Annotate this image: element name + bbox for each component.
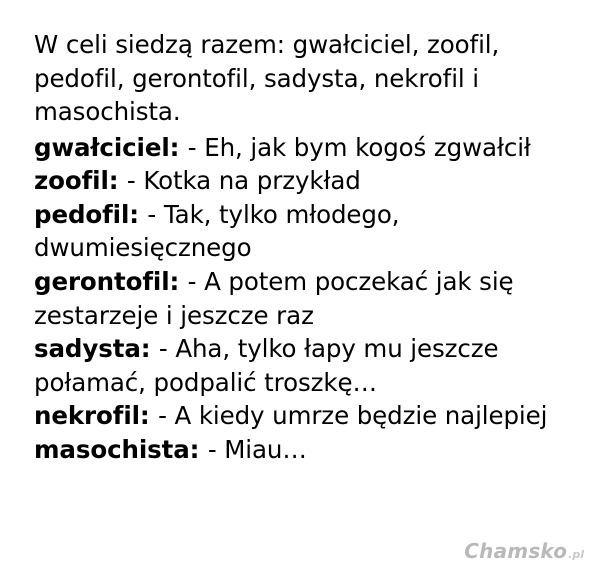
dialogue-separator: : xyxy=(169,266,188,296)
dialogue-line xyxy=(34,332,572,399)
dialogue-separator: : xyxy=(140,334,159,364)
dialogue-speaker: sadysta xyxy=(34,334,141,364)
dialogue-line xyxy=(34,433,572,467)
dialogue-line xyxy=(34,399,572,433)
dialogue-text: - A potem poczekać jak się zestarzeje i jeszcze raz xyxy=(34,266,514,330)
dialogue-text: - Kotka na przykład xyxy=(126,166,361,196)
joke-text-block xyxy=(34,28,572,466)
watermark-domain-suffix: .pl xyxy=(568,548,584,561)
dialogue-text: - Eh, jak bym kogoś zgwałcił xyxy=(187,132,531,162)
dialogue-text: - Tak, tylko młodego, dwumiesięcznego xyxy=(34,199,400,263)
dialogue-text: - A kiedy umrze będzie najlepiej xyxy=(158,401,548,431)
dialogue-line xyxy=(34,198,572,265)
dialogue-speaker: zoofil xyxy=(34,166,109,196)
dialogue-text: - Miau… xyxy=(207,434,307,464)
dialogue-speaker: gwałciciel xyxy=(34,132,170,162)
dialogue-text: - Aha, tylko łapy mu jeszcze połamać, podpalić troszkę… xyxy=(34,334,499,397)
dialogue-line xyxy=(34,265,572,332)
joke-intro: W celi siedzą razem: gwałciciel, zoofil, pedofil, gerontofil, sadysta, nekrofil i masochista. xyxy=(34,30,500,127)
dialogue-line xyxy=(34,131,572,165)
dialogue-separator: : xyxy=(108,166,127,196)
watermark xyxy=(464,539,584,563)
dialogue-separator: : xyxy=(139,401,159,431)
dialogue-speaker: masochista xyxy=(34,434,190,464)
dialogue-separator: : xyxy=(129,199,148,229)
dialogue-speaker: pedofil xyxy=(34,199,130,229)
dialogue-separator: : xyxy=(189,434,208,464)
watermark-brand: Chamsko xyxy=(464,539,568,563)
dialogue-separator: : xyxy=(169,132,188,162)
dialogue-speaker: nekrofil xyxy=(34,401,140,431)
dialogue-line xyxy=(34,164,572,198)
dialogue-speaker: gerontofil xyxy=(34,266,170,296)
